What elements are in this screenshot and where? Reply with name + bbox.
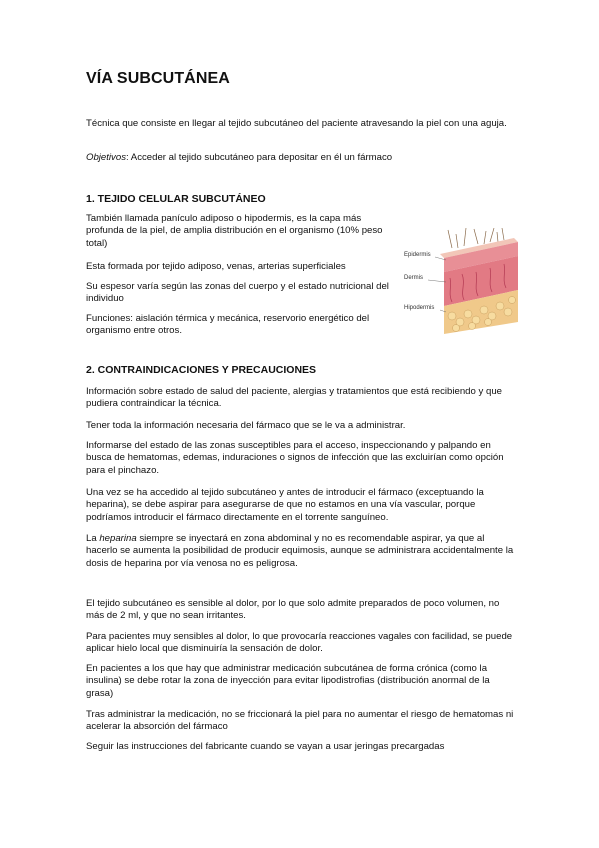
section2-paragraph-8: En pacientes a los que hay que administrar medicación subcutánea de forma crónica (como la insulina) se debe rotar la zona de inyección para evitar lipodistrofias (distribución anormal de la grasa) (86, 663, 490, 699)
section2-paragraph-6: El tejido subcutáneo es sensible al dolor, por lo que solo admite preparados de poco volumen, no más de 2 ml, y que no sean irritantes. (86, 598, 500, 622)
section1-paragraph-3: Su espesor varía según las zonas del cuerpo y el estado nutricional del individuo (86, 281, 389, 305)
skin-layers-illustration (400, 228, 520, 336)
epidermis-label: Epidermis (404, 252, 431, 258)
section2-paragraph-7: Para pacientes muy sensibles al dolor, lo que provocaría reacciones vagales con facilidad, se puede aplicar hielo local que disminuiría la sensación de dolor. (86, 631, 513, 655)
section1-heading: 1. TEJIDO CELULAR SUBCUTÁNEO (86, 193, 266, 205)
skin-diagram-svg (400, 228, 520, 336)
heparina-post: siempre se inyectará en zona abdominal y no es recomendable aspirar, ya que al hacerlo se aumenta la posibilidad de producir equimosis, aunque se administrara accidentalmente la dosis de heparina por vía venosa no es peligrosa. (86, 533, 514, 569)
objectives-paragraph (86, 152, 516, 164)
section2-paragraph-1: Información sobre estado de salud del paciente, alergias y tratamientos que está recibiendo y que pudiera contraindicar la técnica. (86, 386, 502, 410)
section2-paragraph-5 (86, 533, 516, 570)
section1-paragraph-4: Funciones: aislación térmica y mecánica, reservorio energético del organismo entre otros. (86, 313, 370, 337)
section2-paragraph-2: Tener toda la información necesaria del fármaco que se le va a administrar. (86, 420, 406, 431)
section2-paragraph-9: Tras administrar la medicación, no se friccionará la piel para no aumentar el riesgo de hematomas ni acelerar la absorción del fármaco (86, 709, 514, 733)
page-title: VÍA SUBCUTÁNEA (86, 70, 230, 87)
section2-paragraph-10: Seguir las instrucciones del fabricante cuando se vayan a usar jeringas precargadas (86, 741, 445, 752)
dermis-label: Dermis (404, 275, 423, 281)
heparina-pre: La (86, 533, 100, 544)
intro-paragraph: Técnica que consiste en llegar al tejido subcutáneo del paciente atravesando la piel con una aguja. (86, 118, 507, 129)
section2-heading: 2. CONTRAINDICACIONES Y PRECAUCIONES (86, 364, 317, 376)
section2-paragraph-3: Informarse del estado de las zonas susceptibles para el acceso, inspeccionando y palpando en busca de hematomas, edemas, induraciones o signos de infección que las excluirían como opción para el pinchazo. (86, 440, 504, 476)
objectives-text: : Acceder al tejido subcutáneo para depositar en él un fármaco (126, 152, 393, 163)
section1-paragraph-2: Esta formada por tejido adiposo, venas, arterias superficiales (86, 261, 346, 272)
label-leaders (428, 257, 446, 312)
heparina-emphasis: heparina (99, 533, 137, 544)
section2-paragraph-4: Una vez se ha accedido al tejido subcutáneo y antes de introducir el fármaco (exceptuando la heparina), se debe aspirar para asegurarse de que no estamos en una vía vascular, porque podríamos introducir el fármaco directamente en el torrente sanguíneo. (86, 487, 484, 523)
section1-paragraph-1: También llamada panículo adiposo o hipodermis, es la capa más profunda de la piel, de amplia distribución en el organismo (10% peso total) (86, 213, 383, 249)
objectives-label: Objetivos (86, 152, 126, 163)
hipodermis-label: Hipodermis (404, 305, 435, 311)
